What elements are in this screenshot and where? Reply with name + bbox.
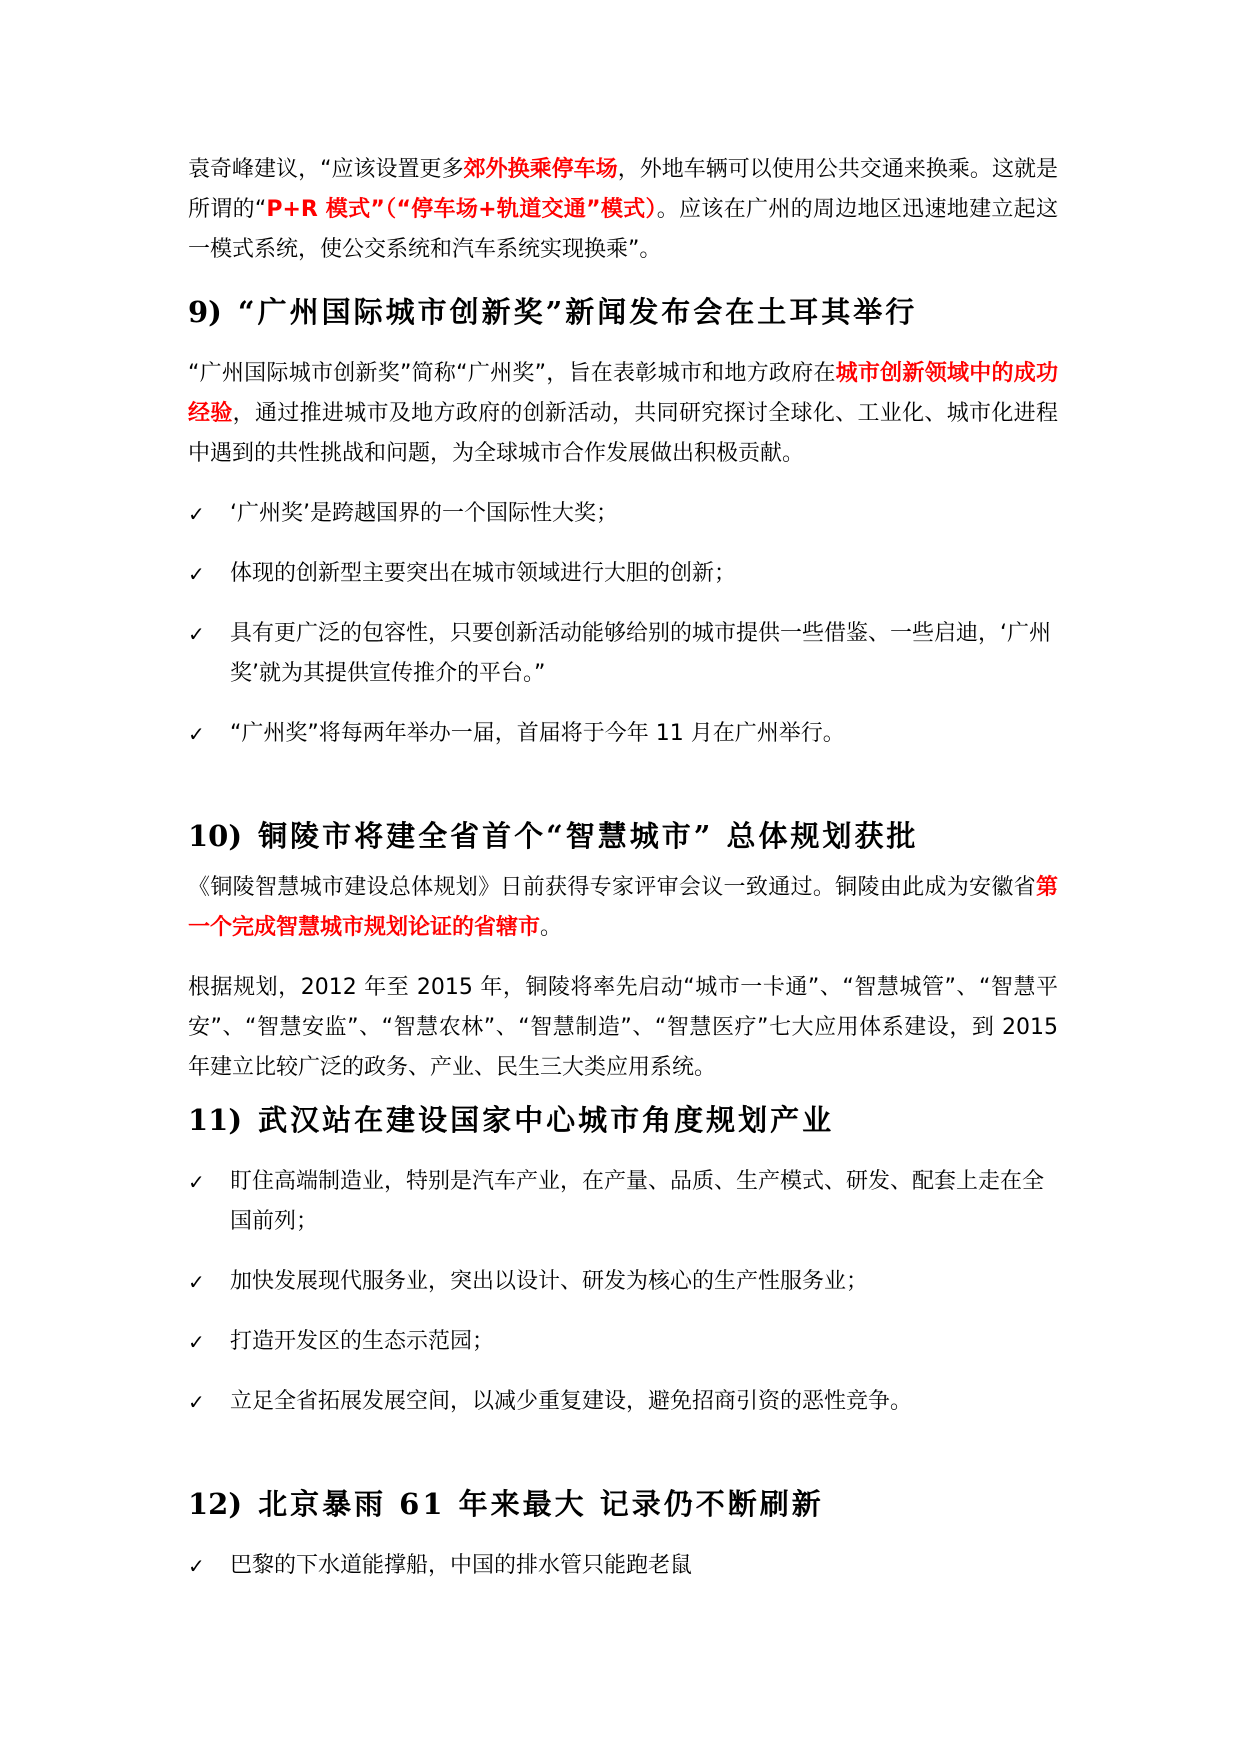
checkmark-icon: ✓ xyxy=(188,562,205,586)
checkmark-icon: ✓ xyxy=(188,1390,205,1414)
highlight-text: P+R 模式”（“停车场+轨道交通”模式） xyxy=(266,197,657,222)
document-page xyxy=(188,150,1058,1586)
list-item: ✓ “广州奖”将每两年举办一届，首届将于今年 11 月在广州举行。 xyxy=(188,714,1058,754)
list-item: ✓ 加快发展现代服务业，突出以设计、研发为核心的生产性服务业； xyxy=(188,1262,1058,1302)
section-heading-10: 10) 铜陵市将建全省首个“智慧城市” 总体规划获批 xyxy=(188,819,919,853)
section10-paragraph-1: 《铜陵智慧城市建设总体规划》日前获得专家评审会议一致通过。铜陵由此成为安徽省第一个完成智慧城市规划论证的省辖市。 xyxy=(188,875,1058,940)
highlight-text: 第一个完成智慧城市规划论证的省辖市 xyxy=(188,875,1058,940)
section10-paragraph-2: 根据规划，2012 年至 2015 年，铜陵将率先启动“城市一卡通”、“智慧城管”、“智慧平安”、“智慧安监”、“智慧农林”、“智慧制造”、“智慧医疗”七大应用体系建设，到 2015 年建立比较广泛的政务、产业、民生三大类应用系统。 xyxy=(188,975,1058,1080)
highlight-text: 城市创新领域中的成功经验 xyxy=(188,361,1058,426)
list-item: ✓ 体现的创新型主要突出在城市领域进行大胆的创新； xyxy=(188,554,1058,594)
checkmark-icon: ✓ xyxy=(188,502,205,526)
list-item: ✓ 盯住高端制造业，特别是汽车产业，在产量、品质、生产模式、研发、配套上走在全国前列； xyxy=(188,1162,1058,1242)
section-heading-11: 11) 武汉站在建设国家中心城市角度规划产业 xyxy=(188,1103,835,1137)
section9-paragraph: “广州国际城市创新奖”简称“广州奖”，旨在表彰城市和地方政府在城市创新领域中的成功经验，通过推进城市及地方政府的创新活动，共同研究探讨全球化、工业化、城市化进程中遇到的共性挑战和问题，为全球城市合作发展做出积极贡献。 xyxy=(188,361,1058,466)
checkmark-icon: ✓ xyxy=(188,722,205,746)
list-item: ✓ ‘广州奖’是跨越国界的一个国际性大奖； xyxy=(188,494,1058,534)
section-heading-12: 12) 北京暴雨 61 年来最大 记录仍不断刷新 xyxy=(188,1487,824,1521)
checkmark-icon: ✓ xyxy=(188,1330,205,1354)
checkmark-icon: ✓ xyxy=(188,622,205,646)
list-item: ✓ 具有更广泛的包容性，只要创新活动能够给别的城市提供一些借鉴、一些启迪，‘广州奖’就为其提供宣传推介的平台。” xyxy=(188,614,1058,694)
list-item: ✓ 立足全省拓展发展空间，以减少重复建设，避免招商引资的恶性竞争。 xyxy=(188,1382,1058,1422)
intro-paragraph: 袁奇峰建议，“应该设置更多郊外换乘停车场，外地车辆可以使用公共交通来换乘。这就是所谓的“P+R 模式”（“停车场+轨道交通”模式）。应该在广州的周边地区迅速地建立起这一模式系统，使公交系统和汽车系统实现换乘”。 xyxy=(188,157,1058,262)
checkmark-icon: ✓ xyxy=(188,1270,205,1294)
section-heading-9: 9) “广州国际城市创新奖”新闻发布会在土耳其举行 xyxy=(188,295,918,329)
highlight-text: 郊外换乘停车场 xyxy=(463,157,618,182)
list-item: ✓ 打造开发区的生态示范园； xyxy=(188,1322,1058,1362)
list-item: ✓ 巴黎的下水道能撑船，中国的排水管只能跑老鼠 xyxy=(188,1546,1058,1586)
checkmark-icon: ✓ xyxy=(188,1170,205,1194)
checkmark-icon: ✓ xyxy=(188,1554,205,1578)
